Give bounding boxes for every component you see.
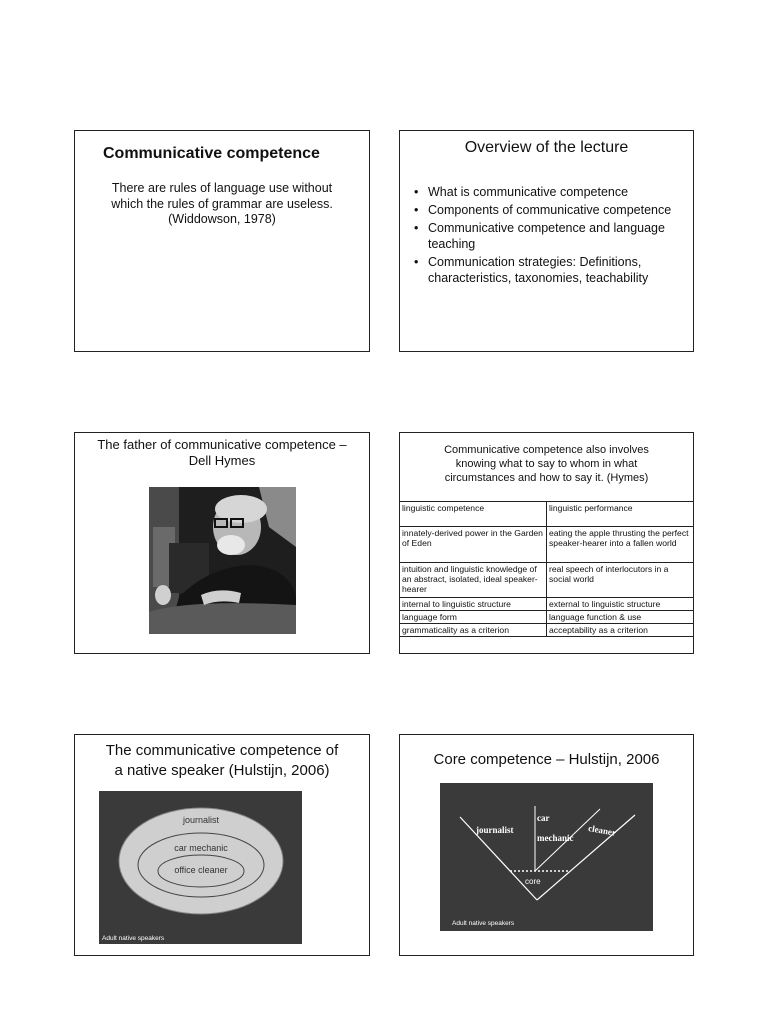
title-line: a native speaker (Hulstijn, 2006) [114,762,330,779]
core-competence-diagram [440,783,653,931]
bullet-item: • Components of communicative competence [414,202,683,218]
title-line: The father of communicative competence – [97,437,347,452]
portrait-image [149,487,296,634]
table-cell: internal to linguistic structure [400,598,547,611]
table-cell: language function & use [547,611,694,624]
quote-line: There are rules of language use without [111,181,333,195]
table-row [400,502,693,527]
slide-communicative-competence [74,130,370,352]
table-cell: intuition and linguistic knowledge of an abstract, isolated, ideal speaker-hearer [400,563,547,598]
slide-native-speaker-competence [74,734,370,956]
slide-core-competence [399,734,694,956]
journalist-label: journalist [182,815,220,825]
table-cell: linguistic performance [547,502,694,527]
car-label: car [537,813,550,823]
office-cleaner-label: office cleaner [174,865,228,875]
intro-line: circumstances and how to say it. (Hymes) [444,472,649,484]
slide-title [85,437,359,469]
table-cell: acceptability as a criterion [547,624,694,637]
dell-hymes-photo [149,487,296,634]
table-cell: innately-derived power in the Garden of Eden [400,527,547,563]
diagram-caption: Adult native speakers [102,935,165,942]
hymes-intro-text [412,443,681,485]
core-label: core [525,877,541,886]
table-row [400,624,693,637]
table-cell: grammaticality as a criterion [400,624,547,637]
table-cell: external to linguistic structure [547,598,694,611]
table-cell: linguistic competence [400,502,547,527]
slide-dell-hymes [74,432,370,654]
bullet-item: • What is communicative competence [414,184,683,200]
slide-title [81,741,363,781]
journalist-label: journalist [476,825,514,835]
cleaner-label: cleaner [587,823,617,838]
slide-title: Overview of the lecture [464,139,629,156]
intro-line: Communicative competence also involves [444,444,649,456]
slide-hymes-table [399,432,694,654]
bullet-item: • Communicative competence and language teaching [414,220,683,252]
bullet-item: • Communication strategies: Definitions, characteristics, taxonomies, teachability [414,254,683,286]
table-row [400,563,693,598]
table-row [400,598,693,611]
table-cell: real speech of interlocutors in a social world [547,563,694,598]
slide-title: Communicative competence [103,145,320,162]
title-line: The communicative competence of [105,742,339,759]
quote-line: which the rules of grammar are useless. [111,196,333,211]
table-row [400,611,693,624]
competence-performance-table [400,501,693,637]
table-row [400,527,693,563]
slide-title: Core competence – Hulstijn, 2006 [433,751,660,768]
mechanic-label: mechanic [537,833,574,843]
car-mechanic-label: car mechanic [174,843,228,853]
nested-ellipse-diagram [99,791,302,944]
table-cell: eating the apple thrusting the perfect speaker-hearer into a fallen world [547,527,694,563]
overview-bullet-list [414,184,683,288]
widdowson-quote [91,181,353,228]
table-cell: language form [400,611,547,624]
title-line: Dell Hymes [188,453,256,468]
diagram-caption: Adult native speakers [452,920,515,927]
slide-overview [399,130,694,352]
quote-citation: (Widdowson, 1978) [168,212,276,226]
intro-line: knowing what to say to whom in what [455,458,638,470]
